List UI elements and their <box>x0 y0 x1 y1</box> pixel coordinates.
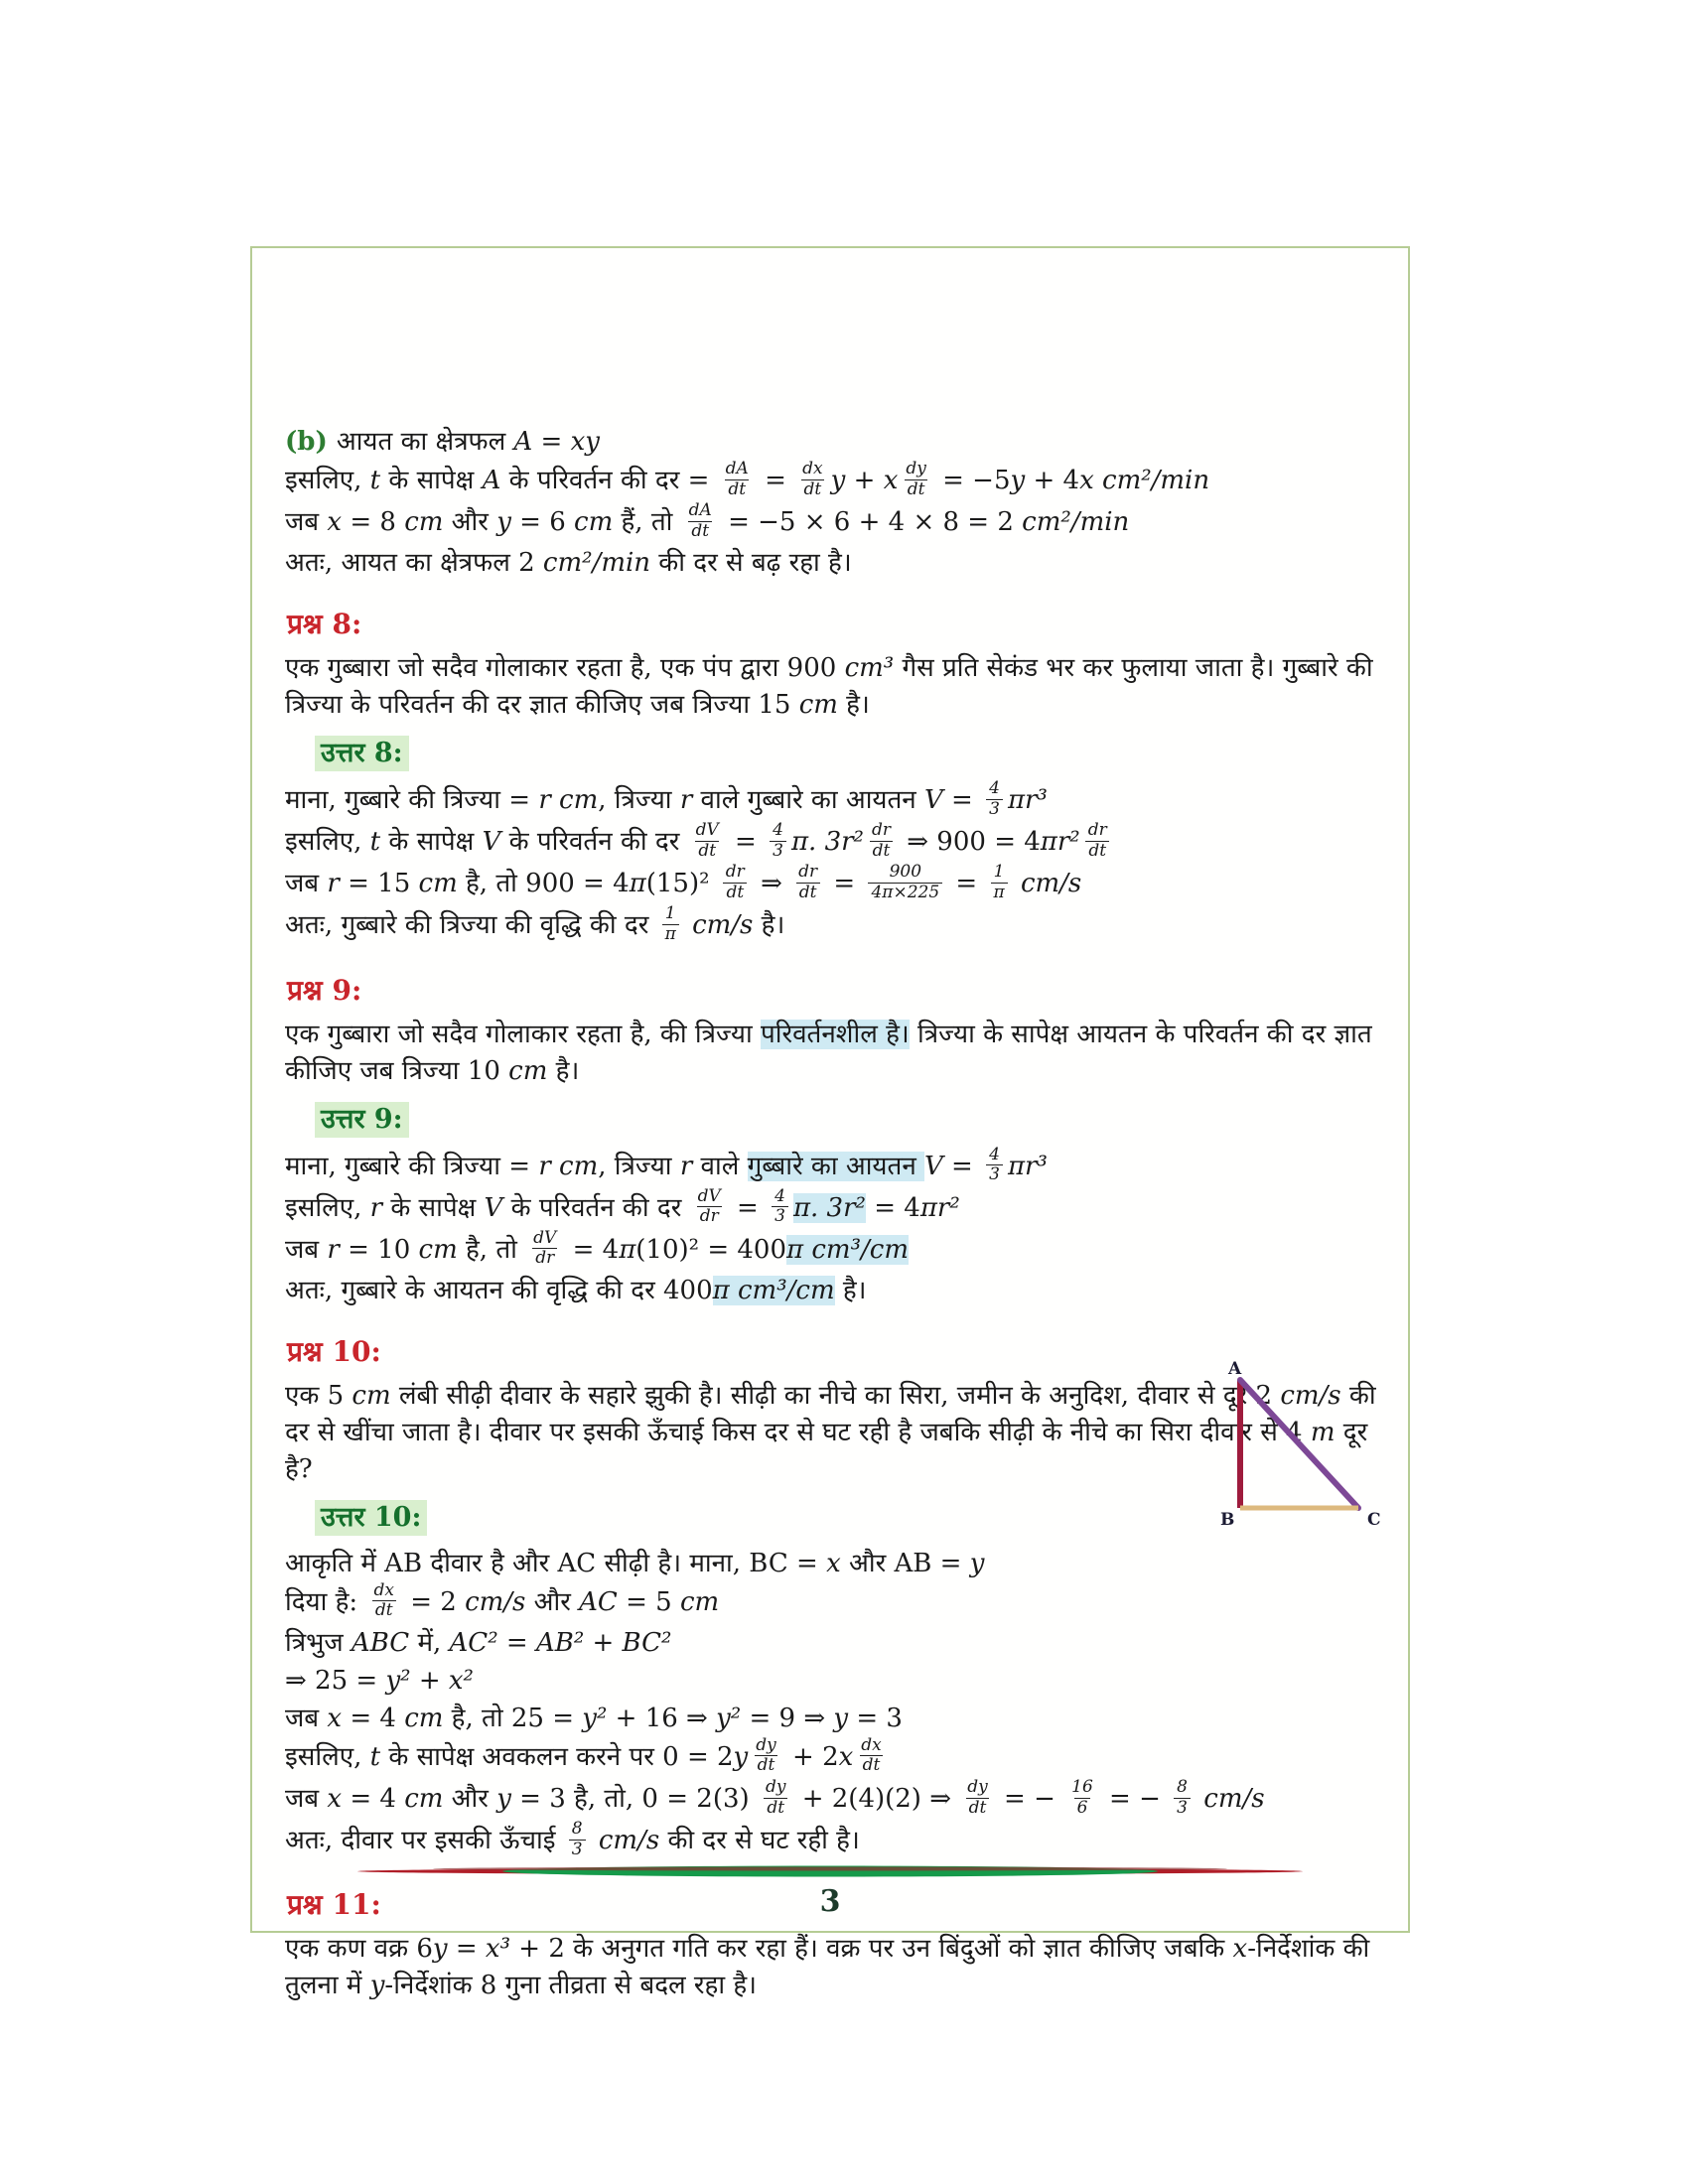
question-8-section <box>285 607 1394 946</box>
vertex-label-c: C <box>1367 1510 1381 1530</box>
part-b-line: अतः, आयत का क्षेत्रफल 2 cm²/min की दर से बढ़ रहा है। <box>285 548 852 579</box>
answer-line: माना, गुब्बारे की त्रिज्या = r cm, त्रिज्या r वाले गुब्बारे का आयतन V = $\frac{4}{3}$ πr³ <box>285 1144 1048 1185</box>
vertex-label-b: B <box>1220 1510 1235 1530</box>
answer-line: माना, गुब्बारे की त्रिज्या = r cm, त्रिज्या r वाले गुब्बारे का आयतन V = $\frac{4}{3}$ πr³ <box>285 778 1048 819</box>
page-number: 3 <box>819 1884 841 1919</box>
part-b-line: (b) आयत का क्षेत्रफल A = xy <box>285 427 600 457</box>
answer-line: त्रिभुज ABC में, AC² = AB² + BC² <box>285 1627 672 1658</box>
answer-9-body <box>285 1144 1394 1308</box>
decorative-divider <box>353 1862 1307 1880</box>
question-9-section <box>285 973 1394 1308</box>
question-10-text: एक 5 cm लंबी सीढ़ी दीवार के सहारे झुकी है। सीढ़ी का नीचे का सिरा, जमीन के अनुदिश, दीवार से दूर 2 cm/s की दर से खींचा जाता है। दीवार पर इसकी ऊँचाई किस दर से घट रही है जबकि सीढ़ी के नीचे का सिरा दीवार से 4 m दूर है? <box>285 1380 1376 1484</box>
question-9-text: एक गुब्बारा जो सदैव गोलाकार रहता है, की त्रिज्या परिवर्तनशील है। त्रिज्या के सापेक्ष आयतन के परिवर्तन की दर ज्ञात कीजिए जब त्रिज्या 10 cm है। <box>285 1019 1372 1086</box>
answer-line: अतः, दीवार पर इसकी ऊँचाई $\frac{8}{3}$ cm/s की दर से घट रही है। <box>285 1819 860 1859</box>
answer-line: जब x = 4 cm है, तो 25 = y² + 16 ⇒ y² = 9 ⇒ y = 3 <box>285 1703 903 1733</box>
answer-8-heading: उत्तर 8: <box>315 736 409 771</box>
answer-line: दिया है: $\frac{dx}{dt}$ = 2 cm/s और AC = 5 cm <box>285 1579 720 1621</box>
answer-line: जब r = 15 cm है, तो 900 = 4π(15)² $\frac{dr}{dt}$ ⇒ $\frac{dr}{dt}$ = $\frac{900}{4\pi\times 225}$ = $\frac{1}{\pi}$ cm/s <box>285 862 1082 902</box>
ladder-triangle-figure <box>1218 1360 1387 1534</box>
answer-9-heading: उत्तर 9: <box>315 1102 409 1138</box>
part-b-line: इसलिए, t के सापेक्ष A के परिवर्तन की दर = $\frac{dA}{dt}$ = $\frac{dx}{dt}$ y + x $\frac{dy}{dt}$ = −5y + 4x cm²/min <box>285 459 1210 499</box>
answer-line: इसलिए, t के सापेक्ष V के परिवर्तन की दर $\frac{dV}{dt}$ = $\frac{4}{3}$ π. 3r² $\frac{dr}{dt}$ ⇒ 900 = 4πr² $\frac{dr}{dt}$ <box>285 823 1394 863</box>
answer-line: इसलिए, r के सापेक्ष V के परिवर्तन की दर $\frac{dV}{dr}$ = $\frac{4}{3}$ π. 3r² = 4πr² <box>285 1185 960 1227</box>
question-11-heading: प्रश्न 11: <box>287 1888 381 1922</box>
part-b-line: जब x = 8 cm और y = 6 cm हैं, तो $\frac{dA}{dt}$ = −5 × 6 + 4 × 8 = 2 cm²/min <box>285 500 1130 541</box>
answer-line: अतः, गुब्बारे की त्रिज्या की वृद्धि की दर $\frac{1}{\pi}$ cm/s है। <box>285 903 785 945</box>
answer-line: जब r = 10 cm है, तो $\frac{dV}{dr}$ = 4π(10)² = 400π cm³/cm <box>285 1227 909 1269</box>
question-8-heading: प्रश्न 8: <box>287 608 362 641</box>
question-11-text: एक कण वक्र 6y = x³ + 2 के अनुगत गति कर रहा हैं। वक्र पर उन बिंदुओं को ज्ञात कीजिए जबकि x-निर्देशांक की तुलना में y-निर्देशांक 8 गुना तीव्रता से बदल रहा है। <box>285 1934 1370 2001</box>
answer-10-heading: उत्तर 10: <box>315 1500 427 1536</box>
question-10-heading: प्रश्न 10: <box>287 1334 381 1368</box>
answer-8-body <box>285 778 1394 946</box>
answer-line: अतः, गुब्बारे के आयतन की वृद्धि की दर 400π cm³/cm है। <box>285 1275 867 1305</box>
page-footer <box>252 1862 1408 1919</box>
ladder-line-AC <box>1240 1380 1358 1508</box>
answer-line: आकृति में AB दीवार है और AC सीढ़ी है। माना, BC = x और AB = y <box>285 1548 985 1578</box>
question-8-text: एक गुब्बारा जो सदैव गोलाकार रहता है, एक पंप द्वारा 900 cm³ गैस प्रति सेकंड भर कर फुलाया जाता है। गुब्बारे की त्रिज्या के परिवर्तन की दर ज्ञात कीजिए जब त्रिज्या 15 cm है। <box>285 653 1373 721</box>
content-box <box>250 246 1410 2001</box>
answer-10-body <box>285 1546 1394 1861</box>
question-9-heading: प्रश्न 9: <box>287 973 362 1007</box>
answer-line: ⇒ 25 = y² + x² <box>285 1665 474 1696</box>
answer-line: इसलिए, t के सापेक्ष अवकलन करने पर 0 = 2y $\frac{dy}{dt}$ + 2x $\frac{dx}{dt}$ <box>285 1734 882 1776</box>
part-b-section <box>285 424 1394 581</box>
vertex-label-a: A <box>1228 1360 1242 1379</box>
answer-line: जब x = 4 cm और y = 3 है, तो, 0 = 2(3) $\frac{dy}{dt}$ + 2(4)(2) ⇒ $\frac{dy}{dt}$ = − $\frac{16}{6}$ = − $\frac{8}{3}$ cm/s <box>285 1777 1265 1818</box>
